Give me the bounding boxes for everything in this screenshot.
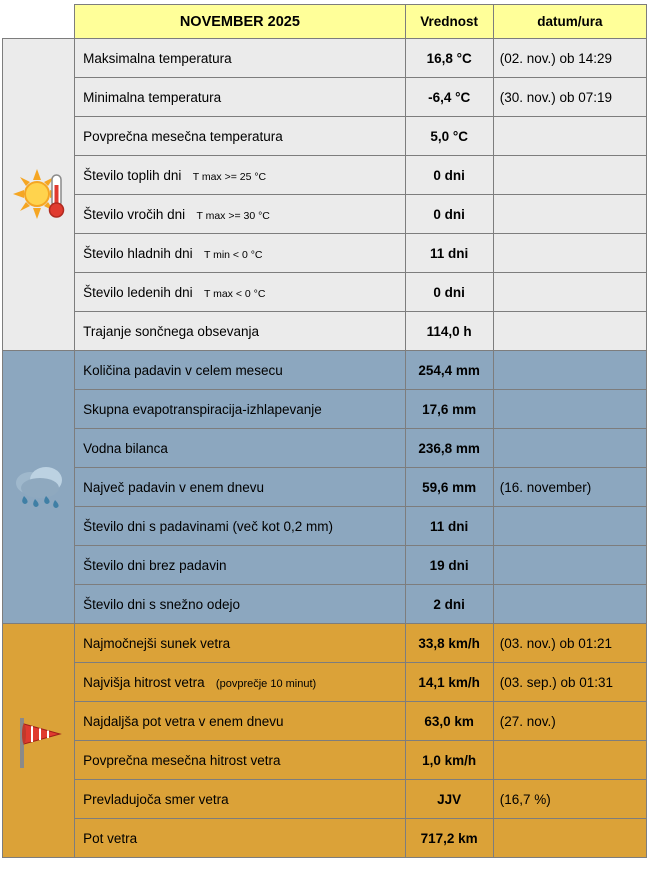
table-row — [3, 234, 647, 273]
row-value: 0 dni — [405, 273, 493, 312]
row-label-text: Število dni s snežno odejo — [83, 596, 240, 612]
table-row — [3, 546, 647, 585]
table-row — [3, 468, 647, 507]
row-label-note: T max < 0 °C — [203, 287, 266, 300]
row-label-text: Število toplih dni — [83, 167, 182, 183]
sun-thermometer-icon — [11, 167, 67, 223]
row-label-note: T max >= 30 °C — [196, 209, 270, 222]
group-icon-cell-precipitation — [3, 351, 75, 624]
row-label — [75, 273, 406, 312]
row-date — [493, 351, 646, 390]
row-label — [75, 546, 406, 585]
row-label — [75, 507, 406, 546]
row-label-text: Vodna bilanca — [83, 440, 168, 456]
table-row — [3, 195, 647, 234]
row-label — [75, 195, 406, 234]
row-label — [75, 156, 406, 195]
rain-cloud-icon — [3, 351, 74, 623]
monthly-weather-table — [2, 4, 647, 858]
rain-cloud-icon — [10, 461, 68, 513]
table-row — [3, 390, 647, 429]
row-value: 11 dni — [405, 234, 493, 273]
row-date — [493, 117, 646, 156]
row-date — [493, 195, 646, 234]
row-date: (02. nov.) ob 14:29 — [493, 39, 646, 78]
header-spacer-cell — [3, 5, 75, 39]
row-label-text: Število hladnih dni — [83, 245, 193, 261]
table-row — [3, 624, 647, 663]
table-row — [3, 117, 647, 156]
row-label-note: T max >= 25 °C — [192, 170, 267, 183]
row-label — [75, 702, 406, 741]
row-date — [493, 429, 646, 468]
row-value: 0 dni — [405, 195, 493, 234]
row-label-text: Najvišja hitrost vetra — [83, 674, 205, 690]
windsock-icon — [12, 712, 66, 770]
row-label-text: Pot vetra — [83, 830, 138, 846]
row-label — [75, 780, 406, 819]
row-value: 59,6 mm — [405, 468, 493, 507]
row-label — [75, 39, 406, 78]
row-value: 16,8 °C — [405, 39, 493, 78]
row-label — [75, 468, 406, 507]
row-value: -6,4 °C — [405, 78, 493, 117]
table-row — [3, 819, 647, 858]
row-value: 1,0 km/h — [405, 741, 493, 780]
row-label-text: Najmočnejši sunek vetra — [83, 635, 231, 651]
row-label — [75, 819, 406, 858]
row-date — [493, 390, 646, 429]
table-header-row — [3, 5, 647, 39]
row-date — [493, 546, 646, 585]
table-row — [3, 156, 647, 195]
row-value: 33,8 km/h — [405, 624, 493, 663]
windsock-icon — [3, 624, 74, 857]
row-value: 17,6 mm — [405, 390, 493, 429]
row-date — [493, 273, 646, 312]
row-date — [493, 507, 646, 546]
row-label — [75, 663, 406, 702]
table-row — [3, 429, 647, 468]
table-row — [3, 312, 647, 351]
row-date: (16,7 %) — [493, 780, 646, 819]
table-row — [3, 273, 647, 312]
row-date: (03. sep.) ob 01:31 — [493, 663, 646, 702]
row-label-text: Prevladujoča smer vetra — [83, 791, 229, 807]
group-icon-cell-wind — [3, 624, 75, 858]
row-label-text: Minimalna temperatura — [83, 89, 222, 105]
row-date: (03. nov.) ob 01:21 — [493, 624, 646, 663]
row-value: 63,0 km — [405, 702, 493, 741]
table-row — [3, 39, 647, 78]
row-label — [75, 78, 406, 117]
header-value-cell: Vrednost — [405, 5, 493, 39]
table-row — [3, 663, 647, 702]
row-date — [493, 312, 646, 351]
row-label-text: Število dni brez padavin — [83, 557, 227, 573]
row-label-text: Največ padavin v enem dnevu — [83, 479, 264, 495]
table-row — [3, 351, 647, 390]
row-label — [75, 312, 406, 351]
table-row — [3, 780, 647, 819]
row-date: (27. nov.) — [493, 702, 646, 741]
row-label-text: Trajanje sončnega obsevanja — [83, 323, 259, 339]
row-value: 114,0 h — [405, 312, 493, 351]
row-label — [75, 585, 406, 624]
row-label-text: Skupna evapotranspiracija-izhlapevanje — [83, 401, 322, 417]
row-label-text: Število ledenih dni — [83, 284, 193, 300]
header-date-cell: datum/ura — [493, 5, 646, 39]
row-value: 254,4 mm — [405, 351, 493, 390]
row-label-text: Maksimalna temperatura — [83, 50, 232, 66]
row-date: (30. nov.) ob 07:19 — [493, 78, 646, 117]
row-date — [493, 741, 646, 780]
header-title-cell: NOVEMBER 2025 — [75, 5, 406, 39]
table-row — [3, 741, 647, 780]
row-label-text: Količina padavin v celem mesecu — [83, 362, 283, 378]
row-label — [75, 117, 406, 156]
row-label-text: Povprečna mesečna hitrost vetra — [83, 752, 281, 768]
row-label-note: (povprečje 10 minut) — [215, 677, 317, 690]
row-label — [75, 624, 406, 663]
group-icon-cell-temperature — [3, 39, 75, 351]
row-label — [75, 234, 406, 273]
row-label-text: Število dni s padavinami (več kot 0,2 mm) — [83, 518, 333, 534]
table-row — [3, 78, 647, 117]
row-label — [75, 351, 406, 390]
row-value: 11 dni — [405, 507, 493, 546]
row-label — [75, 741, 406, 780]
row-label-text: Najdaljša pot vetra v enem dnevu — [83, 713, 284, 729]
row-value: JJV — [405, 780, 493, 819]
row-date — [493, 156, 646, 195]
row-date — [493, 234, 646, 273]
row-date — [493, 819, 646, 858]
row-label-text: Povprečna mesečna temperatura — [83, 128, 283, 144]
row-value: 19 dni — [405, 546, 493, 585]
row-value: 14,1 km/h — [405, 663, 493, 702]
table-row — [3, 507, 647, 546]
row-value: 717,2 km — [405, 819, 493, 858]
row-label — [75, 390, 406, 429]
row-date: (16. november) — [493, 468, 646, 507]
row-value: 5,0 °C — [405, 117, 493, 156]
sun-thermometer-icon — [3, 39, 74, 350]
row-value: 0 dni — [405, 156, 493, 195]
row-date — [493, 585, 646, 624]
table-row — [3, 585, 647, 624]
row-label-note: T min < 0 °C — [203, 248, 263, 261]
row-label-text: Število vročih dni — [83, 206, 186, 222]
row-label — [75, 429, 406, 468]
row-value: 236,8 mm — [405, 429, 493, 468]
row-value: 2 dni — [405, 585, 493, 624]
table-row — [3, 702, 647, 741]
